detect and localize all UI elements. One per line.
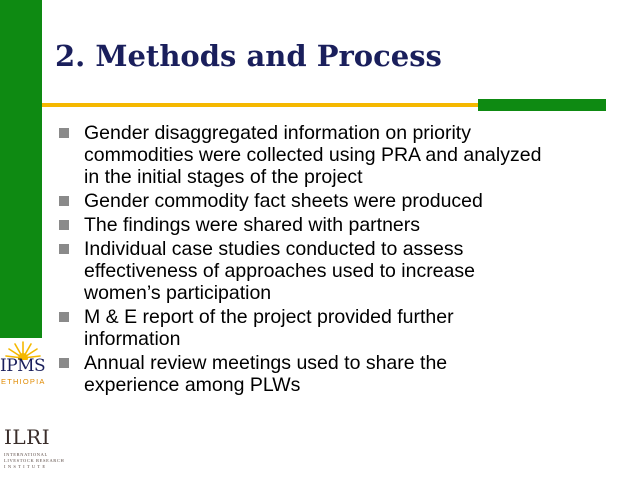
title-underline [42,103,482,107]
bullet-list [56,122,596,398]
bullet-item [56,352,596,396]
bullet-line: experience among PLWs [84,374,301,396]
bullet-item [56,190,596,212]
bullet-line: information [84,328,181,350]
bullet-item [56,214,596,236]
bullet-line: Individual case studies conducted to assess [84,238,464,260]
bullet-line: M & E report of the project provided further [84,306,454,328]
bullet-line: Gender commodity fact sheets were produced [84,190,483,212]
bullet-line: effectiveness of approaches used to increase [84,260,475,282]
ilri-logo-subtitle: LIVESTOCK RESEARCH [4,458,65,463]
bullet-item [56,122,596,188]
bullet-line: women’s participation [84,282,272,304]
bullet-line: Annual review meetings used to share the [84,352,448,374]
square-bullet-icon [59,244,69,254]
ilri-logo-text: ILRI [4,425,51,449]
bullet-line: commodities were collected using PRA and analyzed [84,144,542,166]
square-bullet-icon [59,220,69,230]
ipms-logo-text: IPMS [0,356,46,376]
square-bullet-icon [59,196,69,206]
ipms-logo [0,340,52,408]
title-underline-accent [478,99,606,111]
bullet-item [56,238,596,304]
ilri-logo-subtitle: INTERNATIONAL [4,452,48,457]
square-bullet-icon [59,358,69,368]
ilri-logo [2,425,65,475]
square-bullet-icon [59,128,69,138]
bullet-item [56,306,596,350]
left-green-bar [0,0,42,338]
ilri-logo-subtitle: I N S T I T U T E [4,464,46,469]
bullet-line: in the initial stages of the project [84,166,363,188]
square-bullet-icon [59,312,69,322]
ipms-logo-subtitle: ETHIOPIA [1,377,46,386]
slide-title: 2. Methods and Process [55,39,442,73]
bullet-line: The findings were shared with partners [84,214,421,236]
bullet-line: Gender disaggregated information on priority [84,122,471,144]
